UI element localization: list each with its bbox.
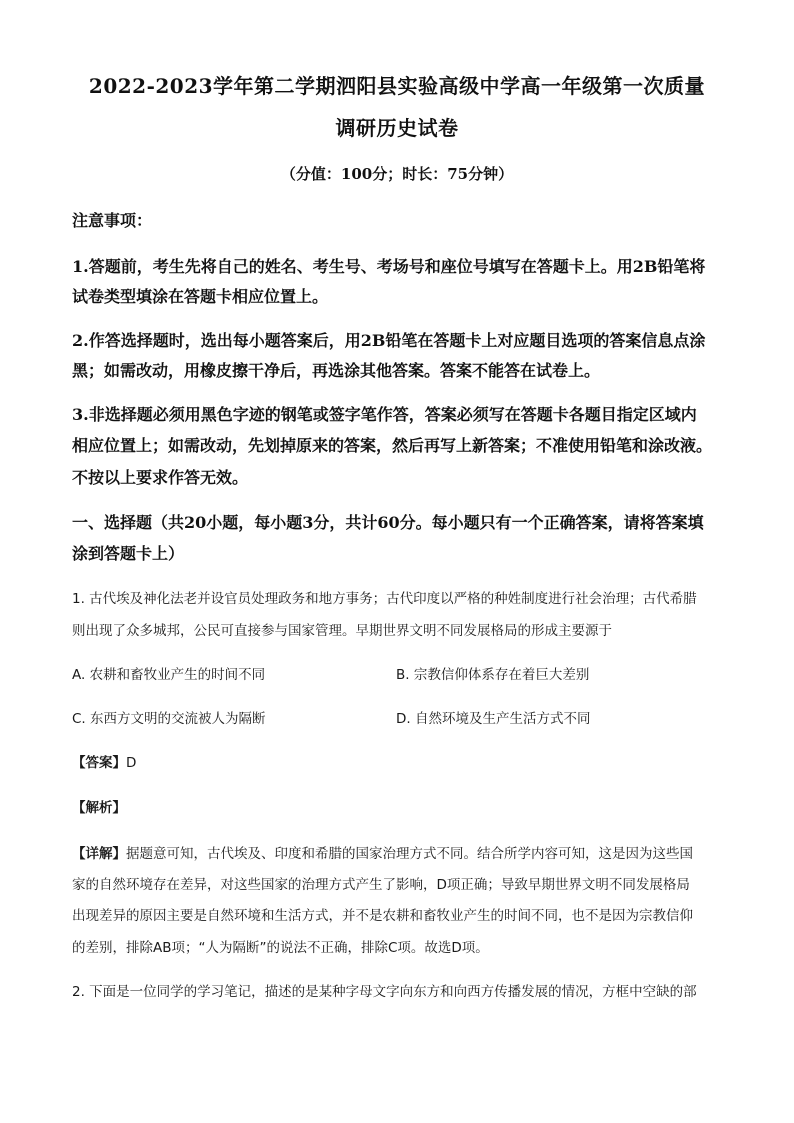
- section1-heading-line1: 一、选择题（共20小题，每小题3分，共计60分。每小题只有一个正确答案，请将答案填: [72, 513, 704, 532]
- exam-title-line1: 2022-2023学年第二学期泗阳县实验高级中学高一年级第一次质量: [88, 74, 706, 98]
- notice-item1-line1: 1.答题前，考生先将自己的姓名、考生号、考场号和座位号填写在答题卡上。用2B铅笔将: [72, 257, 706, 276]
- q1-stem-line2: 则出现了众多城邦，公民可直接参与国家管理。早期世界文明不同发展格局的形成主要源于: [72, 623, 612, 639]
- notice-item2-line1: 2.作答选择题时，选出每小题答案后，用2B铅笔在答题卡上对应题目选项的答案信息点涂: [72, 331, 706, 350]
- exam-title-line2: 调研历史试卷: [335, 116, 459, 140]
- detail-text-1: 据题意可知，古代埃及、印度和希腊的国家治理方式不同。结合所学内容可知，这是因为这些国: [126, 846, 693, 862]
- q1-answer: [72, 751, 136, 771]
- q1-analysis-tag: [72, 796, 126, 816]
- detail-tag: 【详解】: [72, 846, 126, 862]
- q1-detail-line4: 的差别，排除AB项；“人为隔断”的说法不正确，排除C项。故选D项。: [72, 940, 489, 956]
- q1-option-d: D. 自然环境及生产生活方式不同: [396, 711, 591, 727]
- q1-option-b: B. 宗教信仰体系存在着巨大差别: [396, 667, 590, 683]
- q1-option-c: C. 东西方文明的交流被人为隔断: [72, 711, 266, 727]
- notice-item3-line1: 3.非选择题必须用黑色字迹的钢笔或签字笔作答，答案必须写在答题卡各题目指定区域内: [72, 405, 697, 424]
- answer-value: D: [126, 755, 137, 771]
- q1-detail-line3: 出现差异的原因主要是自然环境和生活方式，并不是农耕和畜牧业产生的时间不同，也不是因为宗教信仰: [72, 908, 693, 924]
- notice-item3-line3: 不按以上要求作答无效。: [72, 468, 249, 487]
- notice-item3-line2: 相应位置上；如需改动，先划掉原来的答案，然后再写上新答案；不准使用铅笔和涂改液。: [72, 436, 713, 455]
- answer-tag: 【答案】: [72, 755, 126, 771]
- notice-item2-line2: 黑；如需改动，用橡皮擦干净后，再选涂其他答案。答案不能答在试卷上。: [72, 361, 601, 380]
- analysis-tag: 【解析】: [72, 800, 126, 816]
- q1-detail-line2: 家的自然环境存在差异，对这些国家的治理方式产生了影响，D项正确；导致早期世界文明不同发展格局: [72, 877, 690, 893]
- exam-subtitle: （分值：100分；时长：75分钟）: [280, 165, 514, 183]
- q1-option-a: A. 农耕和畜牧业产生的时间不同: [72, 667, 266, 683]
- q2-stem-line1: 2. 下面是一位同学的学习笔记，描述的是某种字母文字向东方和向西方传播发展的情况，方框中空缺的部: [72, 984, 697, 1000]
- section1-heading-line2: 涂到答题卡上）: [72, 544, 185, 563]
- q1-stem-line1: 1. 古代埃及神化法老并设官员处理政务和地方事务；古代印度以严格的种姓制度进行社会治理；古代希腊: [72, 591, 697, 607]
- q1-detail-line1: [72, 842, 693, 862]
- notice-heading: 注意事项：: [72, 211, 153, 230]
- notice-item1-line2: 试卷类型填涂在答题卡相应位置上。: [72, 287, 329, 306]
